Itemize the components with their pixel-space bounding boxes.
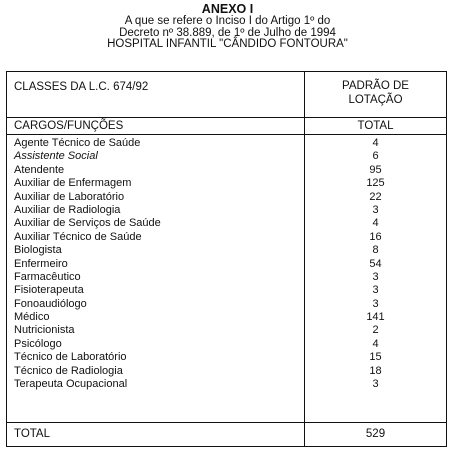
role-count: 4 xyxy=(372,337,379,350)
table-row xyxy=(7,378,446,391)
role-count: 3 xyxy=(372,203,379,216)
table-row xyxy=(7,217,446,230)
role-name: Biologista xyxy=(14,244,62,257)
role-name: Psicólogo xyxy=(14,337,62,350)
document-header xyxy=(0,3,455,51)
role-count: 3 xyxy=(372,378,379,391)
role-count: 4 xyxy=(372,217,379,230)
total-divider xyxy=(7,422,446,423)
header-divider xyxy=(7,117,446,118)
role-count: 4 xyxy=(372,137,379,149)
role-count: 54 xyxy=(369,257,382,270)
role-count: 95 xyxy=(369,163,382,176)
table-row xyxy=(7,338,446,351)
table-row xyxy=(7,298,446,311)
role-count: 3 xyxy=(372,297,379,310)
role-name: Assistente Social xyxy=(14,150,98,163)
role-count: 8 xyxy=(372,244,379,257)
total-value: 529 xyxy=(365,428,386,440)
role-count: 3 xyxy=(372,270,379,283)
role-count: 141 xyxy=(366,311,385,324)
role-name: Auxiliar de Enfermagem xyxy=(14,177,132,190)
total-label: TOTAL xyxy=(14,428,50,440)
role-name: Fisioterapeuta xyxy=(14,284,84,297)
header-reference-line: A que se refere o Inciso I do Artigo 1º do xyxy=(124,15,331,27)
table-row xyxy=(7,204,446,217)
staffing-table xyxy=(6,71,447,447)
padrao-header-line1: PADRÃO DE xyxy=(342,80,409,92)
role-count: 125 xyxy=(366,177,385,190)
table-row xyxy=(7,351,446,364)
role-name: Farmacêutico xyxy=(14,270,81,283)
table-row xyxy=(7,271,446,284)
role-count: 15 xyxy=(369,351,382,364)
role-list xyxy=(7,137,446,391)
annex-title: ANEXO I xyxy=(201,2,254,16)
role-name: Atendente xyxy=(14,163,65,176)
table-row xyxy=(7,164,446,177)
role-name: Técnico de Laboratório xyxy=(14,351,127,364)
role-count: 18 xyxy=(369,364,382,377)
header-hospital-line: HOSPITAL INFANTIL "CÂNDIDO FONTOURA" xyxy=(107,38,348,50)
total-column-header: TOTAL xyxy=(357,120,394,132)
role-count: 2 xyxy=(372,324,379,337)
header-decree-line: Decreto nº 38.889, de 1º de Julho de 1994 xyxy=(119,26,336,39)
table-row xyxy=(7,191,446,204)
padrao-header-line2: LOTAÇÃO xyxy=(348,94,403,106)
table-row xyxy=(7,258,446,271)
table-row xyxy=(7,150,446,163)
role-name: Enfermeiro xyxy=(14,257,68,270)
table-row xyxy=(7,365,446,378)
role-count: 3 xyxy=(372,284,379,297)
role-name: Auxiliar de Radiologia xyxy=(14,203,121,216)
table-row xyxy=(7,244,446,257)
table-row xyxy=(7,311,446,324)
role-count: 22 xyxy=(369,190,382,203)
classes-header: CLASSES DA L.C. 674/92 xyxy=(14,81,149,93)
role-count: 16 xyxy=(369,230,382,243)
role-name: Técnico de Radiologia xyxy=(14,364,123,377)
table-row xyxy=(7,177,446,190)
role-count: 6 xyxy=(372,150,379,163)
table-row xyxy=(7,137,446,150)
subheader-divider xyxy=(7,134,446,135)
role-name: Auxiliar de Serviços de Saúde xyxy=(14,217,161,230)
table-row xyxy=(7,324,446,337)
role-name: Terapeuta Ocupacional xyxy=(14,378,128,391)
table-row xyxy=(7,231,446,244)
role-name: Nutricionista xyxy=(14,324,75,337)
role-name: Auxiliar Técnico de Saúde xyxy=(14,230,142,243)
role-name: Agente Técnico de Saúde xyxy=(14,137,141,149)
role-name: Médico xyxy=(14,311,50,324)
role-name: Auxiliar de Laboratório xyxy=(14,190,125,203)
cargos-header: CARGOS/FUNÇÕES xyxy=(14,120,124,132)
table-row xyxy=(7,284,446,297)
role-name: Fonoaudiólogo xyxy=(14,297,87,310)
